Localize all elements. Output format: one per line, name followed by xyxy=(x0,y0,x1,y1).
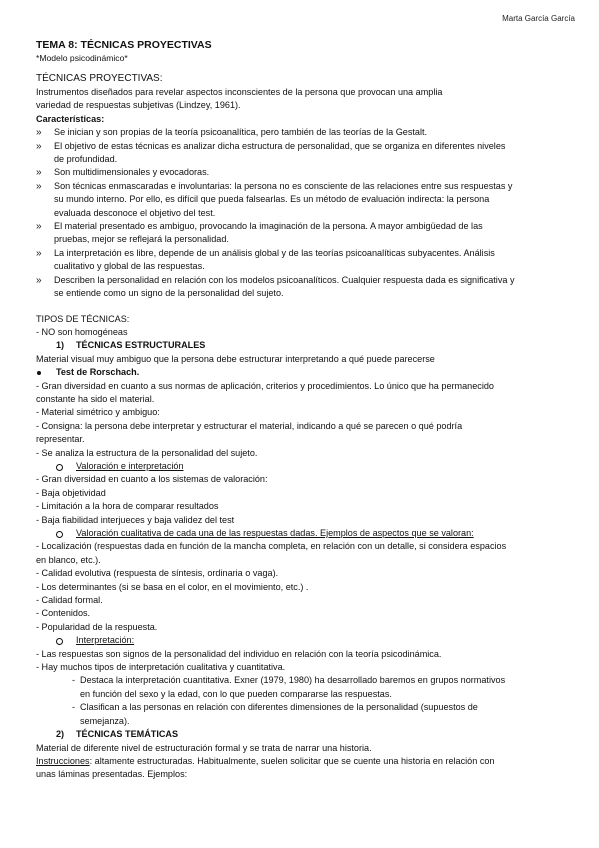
characteristic-item xyxy=(36,274,568,301)
rorschach-lines xyxy=(36,380,568,460)
types-note: - NO son homogéneas xyxy=(36,326,128,337)
rorschach-line: - Gran diversidad en cuanto a sus normas de aplicación, criterios y procedimientos. Lo único que ha permanecido xyxy=(36,380,494,391)
valoracion-line: - Baja fiabilidad interjueces y baja validez del test xyxy=(36,514,235,525)
characteristic-line: La interpretación es libre, depende de un análisis global y de las teorías psicoanalíticas subyacentes. Análisis xyxy=(54,247,495,258)
instructions-label: Instrucciones xyxy=(36,755,90,766)
section-title: TÉCNICAS ESTRUCTURALES xyxy=(76,340,206,351)
rorschach-line: - Se analiza la estructura de la personalidad del sujeto. xyxy=(36,447,258,458)
interpretacion-subitem xyxy=(36,674,568,701)
section-structural-heading xyxy=(36,339,568,352)
interpretacion-title: Interpretación: xyxy=(76,635,135,646)
bullet-marker: » xyxy=(36,180,42,192)
section-number: 1) xyxy=(56,340,65,351)
interpretacion-subline: en función del sexo y la edad, con lo que pueden compararse las respuestas. xyxy=(80,688,392,699)
characteristic-item xyxy=(36,166,568,179)
instructions-text: : altamente estructuradas. Habitualmente, suelen solicitar que se cuente una historia en relación con xyxy=(89,755,495,766)
characteristic-line: su mundo interno. Por ello, es difícil que pueda falsearlas. Es un método de evaluación indirecta: la persona xyxy=(54,194,490,205)
rorschach-title: Test de Rorschach. xyxy=(56,367,140,378)
bullet-marker: » xyxy=(36,127,42,139)
characteristic-item xyxy=(36,220,568,247)
rorschach-line: representar. xyxy=(36,434,85,445)
cualitativa-line: - Contenidos. xyxy=(36,608,91,619)
section-thematic-heading xyxy=(36,728,568,741)
cualitativa-lines xyxy=(36,540,568,634)
cualitativa-line: - Calidad formal. xyxy=(36,595,103,606)
section-title: TÉCNICAS TEMÁTICAS xyxy=(76,729,179,740)
characteristic-line: El material presentado es ambiguo, provocando la imaginación de la persona. A mayor ambigüedad de las xyxy=(54,221,483,232)
bullet-dot xyxy=(37,371,41,375)
characteristic-line: de profundidad. xyxy=(54,154,118,165)
characteristic-line: Son multidimensionales y evocadoras. xyxy=(54,167,210,178)
cualitativa-heading xyxy=(36,527,568,540)
characteristic-line: Se inician y son propias de la teoría psicoanalítica, pero también de las teorías de la Gestalt. xyxy=(54,127,428,138)
valoracion-lines xyxy=(36,473,568,527)
characteristic-line: pruebas, mejor se reflejará la personalidad. xyxy=(54,234,229,245)
intro-line: Instrumentos diseñados para revelar aspectos inconscientes de la persona que provocan una amplia xyxy=(36,87,443,97)
bullet-marker: » xyxy=(36,140,42,152)
rorschach-line: - Consigna: la persona debe interpretar y estructurar el material, indicando a qué se parecen o qué podría xyxy=(36,420,463,431)
bullet-marker: » xyxy=(36,247,42,259)
interpretacion-subline: Destaca la interpretación cuantitativa. Exner (1979, 1980) ha desarrollado baremos en grupos normativos xyxy=(80,675,506,686)
document-body xyxy=(36,38,568,782)
intro-line: variedad de respuestas subjetivas (Lindzey, 1961). xyxy=(36,100,241,111)
cualitativa-line: - Localización (respuestas dada en función de la mancha completa, en relación con un detalle, si considera espacios xyxy=(36,541,507,552)
valoracion-line: - Limitación a la hora de comparar resultados xyxy=(36,501,219,512)
types-heading: TIPOS DE TÉCNICAS: xyxy=(36,313,130,324)
interpretacion-sublist xyxy=(36,674,568,728)
circle-bullet xyxy=(56,464,63,471)
characteristic-item xyxy=(36,126,568,139)
characteristic-item xyxy=(36,247,568,274)
rorschach-heading xyxy=(36,366,568,379)
circle-bullet xyxy=(56,531,63,538)
interpretacion-line: - Las respuestas son signos de la personalidad del individuo en relación con la teoría psicodinámica. xyxy=(36,648,442,659)
characteristic-line: Describen la personalidad en relación con los modelos psicoanalíticos. Cualquier respuesta dada es significativa y xyxy=(54,274,515,285)
characteristic-line: cualitativo y global de las respuestas. xyxy=(54,261,205,272)
dash-marker: - xyxy=(72,675,76,686)
interpretacion-subline: semejanza). xyxy=(80,715,130,726)
valoracion-line: - Baja objetividad xyxy=(36,487,106,498)
interpretacion-heading xyxy=(36,634,568,647)
valoracion-line: - Gran diversidad en cuanto a los sistemas de valoración: xyxy=(36,474,268,485)
characteristics-list xyxy=(36,126,568,300)
characteristic-line: Son técnicas enmascaradas e involuntarias: la persona no es consciente de las relaciones entre sus respuestas y xyxy=(54,180,513,191)
bullet-marker: » xyxy=(36,167,42,179)
interpretacion-lines xyxy=(36,648,568,675)
interpretacion-subline: Clasifican a las personas en relación con diferentes dimensiones de la personalidad (supuestos de xyxy=(80,702,478,713)
cualitativa-line: - Popularidad de la respuesta. xyxy=(36,621,158,632)
valoracion-heading xyxy=(36,460,568,473)
cualitativa-title: Valoración cualitativa de cada una de las respuestas dadas. Ejemplos de aspectos que se valoran: xyxy=(76,528,474,538)
cualitativa-line: - Calidad evolutiva (respuesta de síntesis, ordinaria o vaga). xyxy=(36,568,279,579)
characteristic-item xyxy=(36,140,568,167)
document-subtitle: *Modelo psicodinámico* xyxy=(36,53,128,63)
instructions-line: unas láminas presentadas. Ejemplos: xyxy=(36,769,188,780)
rorschach-line: constante ha sido el material. xyxy=(36,393,155,404)
bullet-marker: » xyxy=(36,221,42,233)
cualitativa-line: - Los determinantes (si se basa en el color, en el movimiento, etc.) . xyxy=(36,581,309,592)
rorschach-line: - Material simétrico y ambiguo: xyxy=(36,407,160,418)
author-name: Marta García García xyxy=(502,14,575,23)
characteristic-item xyxy=(36,180,568,220)
section-description: Material visual muy ambiguo que la persona debe estructurar interpretando a qué puede parecerse xyxy=(36,353,435,364)
interpretacion-subitem xyxy=(36,701,568,728)
instructions-line xyxy=(36,755,568,768)
section-heading-tecnicas: TÉCNICAS PROYECTIVAS: xyxy=(36,73,163,84)
valoracion-title: Valoración e interpretación xyxy=(76,460,184,471)
interpretacion-line: - Hay muchos tipos de interpretación cualitativa y cuantitativa. xyxy=(36,662,286,673)
section-number: 2) xyxy=(56,729,65,740)
characteristic-line: evaluada desconoce el objetivo del test. xyxy=(54,207,216,218)
document-title: TEMA 8: TÉCNICAS PROYECTIVAS xyxy=(36,39,212,51)
dash-marker: - xyxy=(72,702,76,713)
bullet-marker: » xyxy=(36,274,42,286)
cualitativa-line: en blanco, etc.). xyxy=(36,554,101,565)
characteristic-line: se entiende como un signo de la personalidad del sujeto. xyxy=(54,288,284,299)
circle-bullet xyxy=(56,638,63,645)
characteristics-label: Características: xyxy=(36,113,105,124)
characteristic-line: El objetivo de estas técnicas es analizar dicha estructura de personalidad, que se organiza en diferentes niveles xyxy=(54,140,506,151)
section-description: Material de diferente nivel de estructuración formal y se trata de narrar una historia. xyxy=(36,742,372,753)
